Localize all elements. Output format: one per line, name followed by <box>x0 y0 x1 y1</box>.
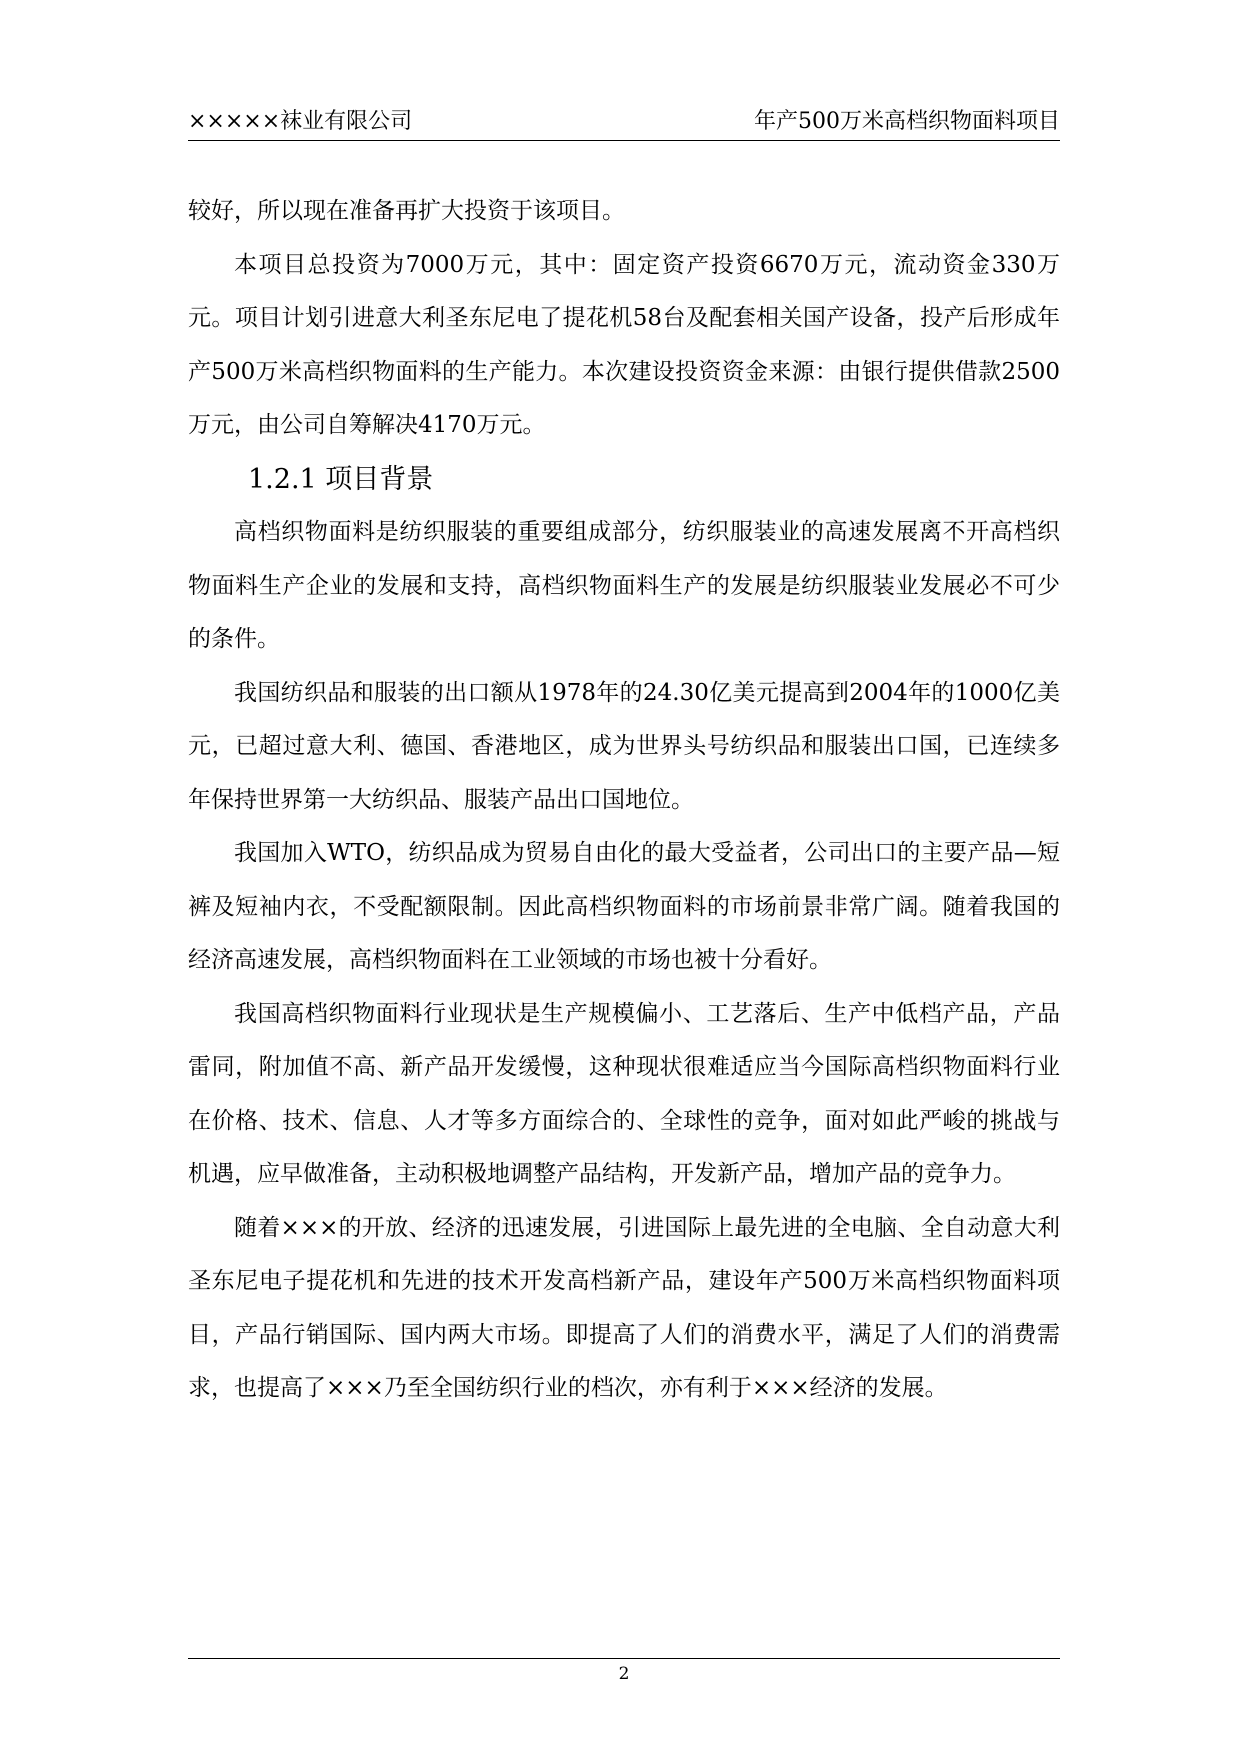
section-heading: 1.2.1 项目背景 <box>248 463 434 495</box>
paragraph-background-1: 高档织物面料是纺织服装的重要组成部分，纺织服装业的高速发展离不开高档织物面料生产企业的发展和支持，高档织物面料生产的发展是纺织服装业发展必不可少的条件。 <box>188 519 1060 652</box>
paragraph-background-2: 我国纺织品和服装的出口额从1978年的24.30亿美元提高到2004年的1000亿美元，已超过意大利、德国、香港地区，成为世界头号纺织品和服装出口国，已连续多年保持世界第一大纺织品、服装产品出口国地位。 <box>188 679 1060 813</box>
page-number: 2 <box>618 1664 630 1684</box>
paragraph-investment: 本项目总投资为7000万元，其中：固定资产投资6670万元，流动资金330万元。项目计划引进意大利圣东尼电了提花机58台及配套相关国产设备，投产后形成年产500万米高档织物面料的生产能力。本次建设投资资金来源：由银行提供借款2500万元，由公司自筹解决4170万元。 <box>188 251 1060 438</box>
paragraph-continuation: 较好，所以现在准备再扩大投资于该项目。 <box>188 198 625 224</box>
page-header <box>188 100 1060 141</box>
document-body <box>188 185 1060 1416</box>
paragraph-background-5: 随着×××的开放、经济的迅速发展，引进国际上最先进的全电脑、全自动意大利圣东尼电子提花机和先进的技术开发高档新产品，建设年产500万米高档织物面料项目，产品行销国际、国内两大市场。即提高了人们的消费水平，满足了人们的消费需求，也提高了×××乃至全国纺织行业的档次，亦有利于×××经济的发展。 <box>188 1214 1060 1401</box>
paragraph-background-3: 我国加入WTO，纺织品成为贸易自由化的最大受益者，公司出口的主要产品—短裤及短袖内衣，不受配额限制。因此高档织物面料的市场前景非常广阔。随着我国的经济高速发展，高档织物面料在工业领域的市场也被十分看好。 <box>188 840 1060 973</box>
header-project-title: 年产500万米高档织物面料项目 <box>754 109 1060 134</box>
header-company-name: ×××××袜业有限公司 <box>188 109 413 134</box>
footer-divider <box>188 1658 1060 1659</box>
paragraph-background-4: 我国高档织物面料行业现状是生产规模偏小、工艺落后、生产中低档产品，产品雷同，附加值不高、新产品开发缓慢，这种现状很难适应当今国际高档织物面料行业在价格、技术、信息、人才等多方面综合的、全球性的竞争，面对如此严峻的挑战与机遇，应早做准备，主动积极地调整产品结构，开发新产品，增加产品的竞争力。 <box>188 1000 1060 1187</box>
